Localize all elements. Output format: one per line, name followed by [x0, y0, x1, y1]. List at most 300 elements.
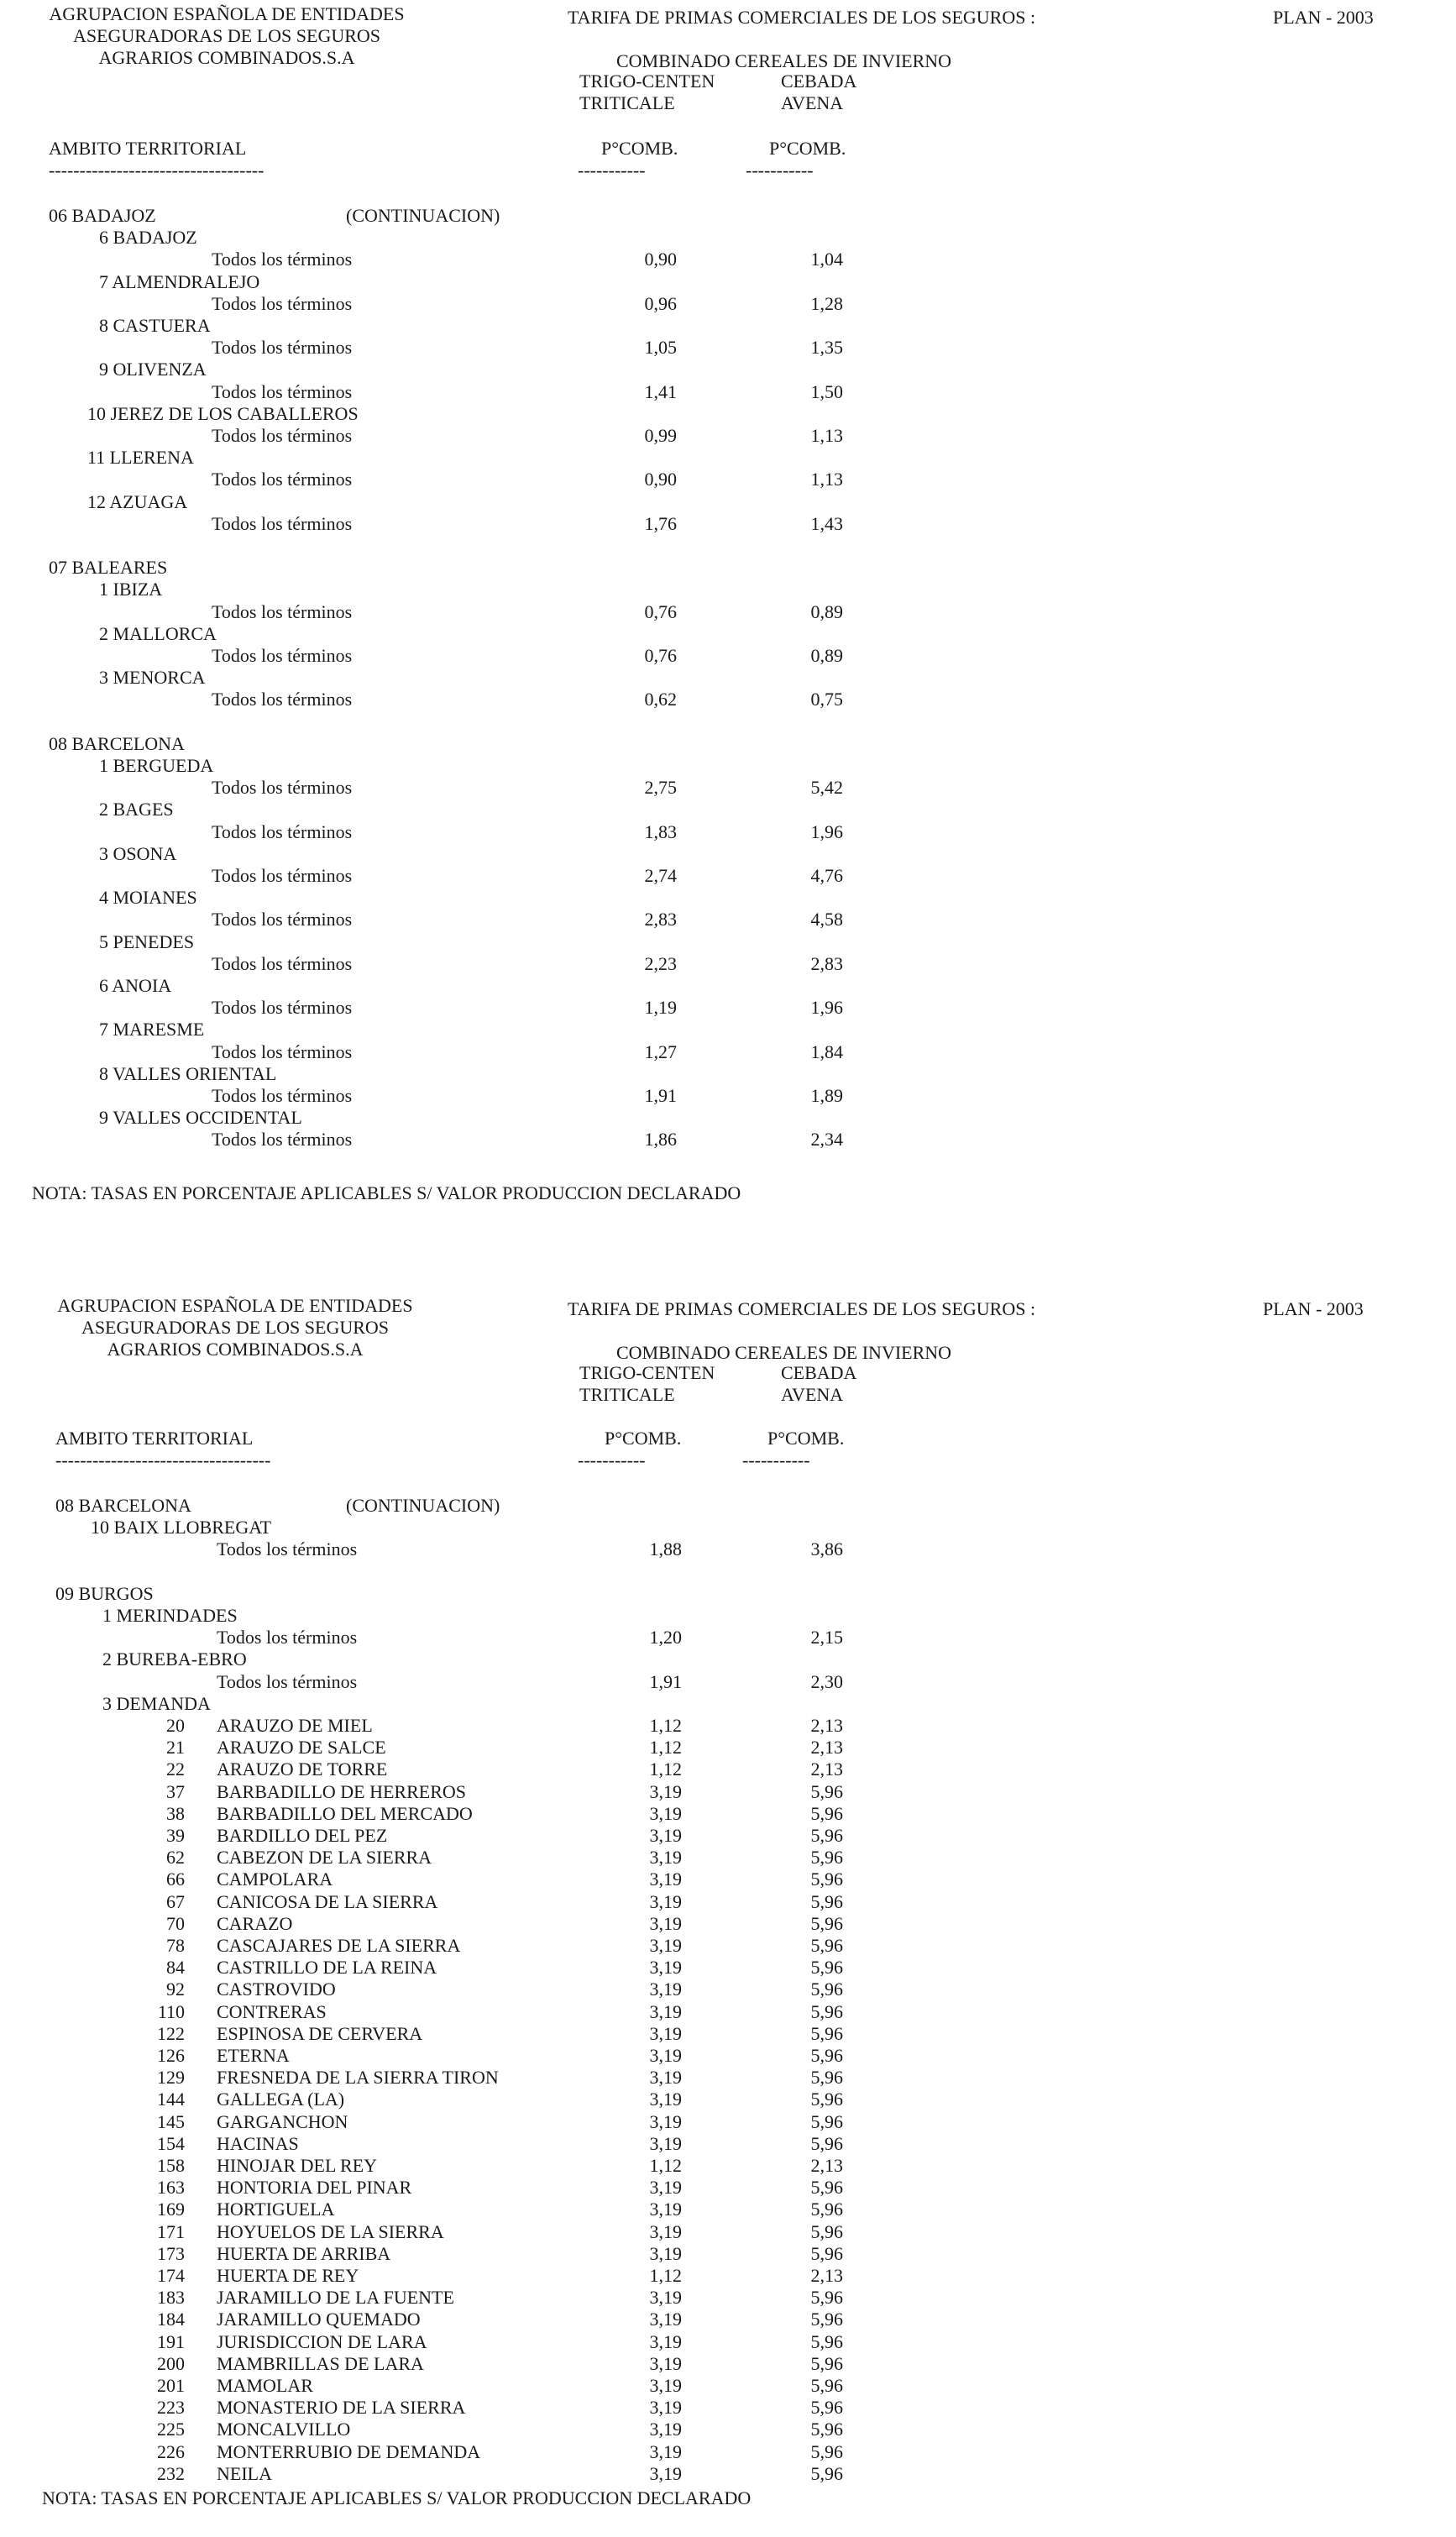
table-row — [0, 909, 1456, 930]
premium-cebada-avena: 5,96 — [810, 2132, 843, 2154]
terminos-label: Todos los términos — [217, 1538, 358, 1560]
province-name: 09 BURGOS — [55, 1582, 154, 1604]
table-row — [0, 2067, 1456, 2089]
municipio-name: ARAUZO DE SALCE — [217, 1737, 386, 1759]
municipio-name: MONCALVILLO — [217, 2419, 351, 2440]
premium-trigo-centeno: 3,19 — [649, 2132, 682, 2154]
table-row — [0, 997, 1456, 1019]
premium-trigo-centeno: 3,19 — [649, 2287, 682, 2309]
table-row — [0, 2177, 1456, 2199]
premium-cebada-avena: 5,96 — [810, 2000, 843, 2022]
comarca-name: 2 BUREBA-EBRO — [102, 1649, 247, 1670]
col2-crop-line1: CEBADA — [781, 1362, 857, 1383]
table-row — [0, 601, 1456, 623]
comarca-row — [0, 1063, 1456, 1085]
comarca-name: 6 ANOIA — [99, 975, 172, 996]
premium-cebada-avena: 5,42 — [810, 777, 843, 799]
municipio-code: 173 — [157, 2242, 185, 2264]
municipio-code: 163 — [157, 2177, 185, 2199]
table-row — [0, 2463, 1456, 2485]
premium-cebada-avena: 1,96 — [810, 820, 843, 842]
premium-cebada-avena: 5,96 — [810, 2462, 843, 2484]
premium-cebada-avena: 5,96 — [810, 1825, 843, 1846]
comarca-name: 7 MARESME — [99, 1019, 205, 1040]
municipio-name: HORTIGUELA — [217, 2199, 335, 2220]
municipio-name: HINOJAR DEL REY — [217, 2155, 378, 2176]
comarca-row — [0, 755, 1456, 777]
comarca-name: 2 BAGES — [99, 799, 174, 820]
municipio-code: 200 — [157, 2352, 185, 2374]
province-name: 07 BALEARES — [49, 557, 168, 579]
table-row — [0, 689, 1456, 710]
table-row — [0, 865, 1456, 887]
table-row — [0, 249, 1456, 270]
premium-trigo-centeno: 3,19 — [649, 1825, 682, 1846]
table-row — [0, 953, 1456, 975]
organization-header — [17, 1295, 453, 1360]
premium-trigo-centeno: 3,19 — [649, 2110, 682, 2132]
table-row — [0, 2243, 1456, 2265]
province-name: 08 BARCELONA — [49, 732, 185, 754]
table-row — [0, 2375, 1456, 2397]
terminos-label: Todos los términos — [212, 512, 353, 534]
comarca-name: 11 LLERENA — [87, 447, 194, 469]
premium-trigo-centeno: 3,19 — [649, 1957, 682, 1979]
comarca-row — [0, 491, 1456, 513]
premium-cebada-avena: 2,13 — [810, 1759, 843, 1780]
col1-crop-line2: TRITICALE — [579, 92, 675, 113]
premium-cebada-avena: 5,96 — [810, 2287, 843, 2309]
table-row — [0, 2089, 1456, 2110]
municipio-code: 191 — [157, 2330, 185, 2352]
table-row — [0, 1715, 1456, 1737]
terminos-label: Todos los términos — [212, 1129, 353, 1151]
table-row — [0, 1935, 1456, 1957]
municipio-code: 232 — [157, 2462, 185, 2484]
municipio-name: ETERNA — [217, 2045, 290, 2066]
premium-trigo-centeno: 1,19 — [644, 997, 677, 1019]
premium-cebada-avena: 5,96 — [810, 2067, 843, 2089]
table-row — [0, 2441, 1456, 2463]
municipio-code: 145 — [157, 2110, 185, 2132]
premium-trigo-centeno: 1,91 — [649, 1670, 682, 1692]
premium-cebada-avena: 5,96 — [810, 1890, 843, 1912]
table-row — [0, 1538, 1456, 1560]
tariff-title: TARIFA DE PRIMAS COMERCIALES DE LOS SEGUROS : — [568, 7, 1036, 28]
table-row — [0, 337, 1456, 359]
premium-trigo-centeno: 1,91 — [644, 1085, 677, 1106]
comarca-name: 12 AZUAGA — [87, 490, 188, 512]
comarca-row — [0, 975, 1456, 997]
premium-trigo-centeno: 3,19 — [649, 1802, 682, 1824]
comarca-row — [0, 887, 1456, 909]
terminos-label: Todos los términos — [212, 952, 353, 974]
premium-trigo-centeno: 1,12 — [649, 2265, 682, 2286]
premium-cebada-avena: 5,96 — [810, 2375, 843, 2396]
municipio-name: ARAUZO DE TORRE — [217, 1759, 388, 1780]
premium-trigo-centeno: 3,19 — [649, 1912, 682, 1934]
col1-crop-line2: TRITICALE — [579, 1384, 675, 1405]
premium-cebada-avena: 2,34 — [810, 1129, 843, 1151]
municipio-name: MAMOLAR — [217, 2375, 313, 2396]
org-name-line3: AGRARIOS COMBINADOS.S.A — [98, 47, 355, 68]
comarca-row — [0, 1693, 1456, 1715]
municipio-code: 225 — [157, 2419, 185, 2440]
premium-trigo-centeno: 2,75 — [644, 777, 677, 799]
table-row — [0, 1737, 1456, 1759]
municipio-name: ARAUZO DE MIEL — [217, 1715, 373, 1736]
comarca-row — [0, 667, 1456, 689]
terminos-label: Todos los términos — [212, 249, 353, 270]
municipio-code: 62 — [166, 1847, 185, 1869]
premium-cebada-avena: 1,50 — [810, 380, 843, 402]
plan-year: PLAN - 2003 — [1273, 7, 1374, 28]
municipio-name: MAMBRILLAS DE LARA — [217, 2352, 424, 2374]
premium-trigo-centeno: 3,19 — [649, 2397, 682, 2419]
premium-cebada-avena: 5,96 — [810, 2177, 843, 2199]
table-row — [0, 1627, 1456, 1649]
comarca-name: 3 OSONA — [99, 842, 177, 864]
premium-cebada-avena: 4,76 — [810, 865, 843, 886]
municipio-code: 92 — [166, 1979, 185, 2000]
footnote: NOTA: TASAS EN PORCENTAJE APLICABLES S/ VALOR PRODUCCION DECLARADO — [42, 2487, 752, 2508]
table-row — [0, 469, 1456, 490]
table-row — [0, 2353, 1456, 2375]
table-row — [0, 2419, 1456, 2440]
municipio-name: NEILA — [217, 2462, 272, 2484]
footnote: NOTA: TASAS EN PORCENTAJE APLICABLES S/ VALOR PRODUCCION DECLARADO — [32, 1182, 741, 1203]
municipio-name: HONTORIA DEL PINAR — [217, 2177, 412, 2199]
crop-group-title: COMBINADO CEREALES DE INVIERNO — [616, 1342, 952, 1363]
premium-trigo-centeno: 3,19 — [649, 2352, 682, 2374]
premium-trigo-centeno: 1,12 — [649, 1715, 682, 1736]
comarca-name: 7 ALMENDRALEJO — [99, 270, 260, 292]
municipio-name: CAMPOLARA — [217, 1869, 333, 1890]
premium-cebada-avena: 5,96 — [810, 2309, 843, 2330]
premium-cebada-avena: 0,75 — [810, 689, 843, 710]
crop-group-title: COMBINADO CEREALES DE INVIERNO — [616, 50, 952, 71]
municipio-code: 174 — [157, 2265, 185, 2286]
premium-cebada-avena: 5,96 — [810, 2397, 843, 2419]
premium-cebada-avena: 1,04 — [810, 249, 843, 270]
comarca-row — [0, 447, 1456, 469]
premium-cebada-avena: 5,96 — [810, 2352, 843, 2374]
table-row — [0, 2331, 1456, 2353]
premium-trigo-centeno: 3,19 — [649, 2067, 682, 2089]
table-row — [0, 1891, 1456, 1913]
premium-trigo-centeno: 1,76 — [644, 512, 677, 534]
municipio-code: 67 — [166, 1890, 185, 1912]
premium-trigo-centeno: 2,83 — [644, 909, 677, 930]
table-row — [0, 1803, 1456, 1825]
premium-cebada-avena: 5,96 — [810, 2089, 843, 2110]
municipio-name: HACINAS — [217, 2132, 299, 2154]
premium-trigo-centeno: 0,99 — [644, 425, 677, 446]
premium-trigo-centeno: 1,83 — [644, 820, 677, 842]
comarca-row — [0, 271, 1456, 293]
municipio-code: 39 — [166, 1825, 185, 1846]
org-name-line1: AGRUPACION ESPAÑOLA DE ENTIDADES — [49, 3, 405, 24]
comarca-name: 10 BAIX LLOBREGAT — [91, 1517, 272, 1538]
blank-row — [0, 1561, 1456, 1583]
municipio-code: 122 — [157, 2022, 185, 2044]
comarca-name: 6 BADAJOZ — [99, 227, 197, 249]
premium-trigo-centeno: 3,19 — [649, 1847, 682, 1869]
premium-cebada-avena: 5,96 — [810, 1935, 843, 1956]
org-name-line1: AGRUPACION ESPAÑOLA DE ENTIDADES — [57, 1295, 413, 1316]
premium-trigo-centeno: 1,12 — [649, 2155, 682, 2176]
premium-trigo-centeno: 0,76 — [644, 645, 677, 666]
comarca-row — [0, 403, 1456, 425]
premium-cebada-avena: 2,13 — [810, 1715, 843, 1736]
premium-cebada-avena: 1,35 — [810, 337, 843, 359]
premium-trigo-centeno: 0,62 — [644, 689, 677, 710]
premium-trigo-centeno: 1,20 — [649, 1627, 682, 1649]
province-row — [0, 557, 1456, 579]
comarca-name: 10 JEREZ DE LOS CABALLEROS — [87, 402, 359, 424]
municipio-code: 184 — [157, 2309, 185, 2330]
municipio-code: 110 — [157, 2000, 185, 2022]
premium-cebada-avena: 1,89 — [810, 1085, 843, 1106]
premium-cebada-avena: 5,96 — [810, 2045, 843, 2066]
province-name: 06 BADAJOZ — [49, 205, 156, 226]
municipio-name: JARAMILLO DE LA FUENTE — [217, 2287, 454, 2309]
province-row — [0, 1583, 1456, 1605]
table-row — [0, 1979, 1456, 2000]
terminos-label: Todos los términos — [212, 820, 353, 842]
premium-cebada-avena: 5,96 — [810, 1869, 843, 1890]
tariff-page-1 — [0, 0, 1456, 1243]
terminos-label: Todos los términos — [212, 1040, 353, 1062]
table-row — [0, 2155, 1456, 2177]
premium-trigo-centeno: 1,12 — [649, 1737, 682, 1759]
municipio-name: ESPINOSA DE CERVERA — [217, 2022, 423, 2044]
table-row — [0, 821, 1456, 843]
premium-trigo-centeno: 1,27 — [644, 1040, 677, 1062]
comarca-name: 9 OLIVENZA — [99, 359, 207, 380]
premium-trigo-centeno: 3,19 — [649, 2045, 682, 2066]
comarca-row — [0, 843, 1456, 865]
table-row — [0, 513, 1456, 535]
premium-trigo-centeno: 3,19 — [649, 2375, 682, 2396]
municipio-code: 37 — [166, 1780, 185, 1802]
col2-crop-line2: AVENA — [781, 92, 844, 113]
premium-cebada-avena: 5,96 — [810, 1780, 843, 1802]
premium-cebada-avena: 1,13 — [810, 469, 843, 490]
municipio-name: CARAZO — [217, 1912, 293, 1934]
municipio-code: 21 — [166, 1737, 185, 1759]
municipio-name: CANICOSA DE LA SIERRA — [217, 1890, 438, 1912]
province-name: 08 BARCELONA — [55, 1495, 191, 1516]
terminos-label: Todos los términos — [212, 865, 353, 886]
table-row — [0, 1041, 1456, 1063]
col2-heading: P°COMB. — [769, 138, 846, 159]
premium-trigo-centeno: 1,88 — [649, 1538, 682, 1560]
table-row — [0, 1129, 1456, 1151]
col2-rule: ----------- — [742, 1449, 810, 1470]
org-name-line2: ASEGURADORAS DE LOS SEGUROS — [72, 25, 381, 46]
terminos-label: Todos los términos — [212, 292, 353, 314]
municipio-code: 144 — [157, 2089, 185, 2110]
premium-trigo-centeno: 0,90 — [644, 469, 677, 490]
terminos-label: Todos los términos — [212, 909, 353, 930]
premium-trigo-centeno: 1,41 — [644, 380, 677, 402]
municipio-name: HUERTA DE REY — [217, 2265, 359, 2286]
comarca-row — [0, 931, 1456, 953]
comarca-name: 9 VALLES OCCIDENTAL — [99, 1107, 302, 1129]
premium-trigo-centeno: 3,19 — [649, 2309, 682, 2330]
municipio-code: 226 — [157, 2440, 185, 2462]
terminos-label: Todos los términos — [212, 645, 353, 666]
terminos-label: Todos los términos — [212, 600, 353, 622]
col2-heading: P°COMB. — [767, 1428, 845, 1449]
premium-cebada-avena: 1,43 — [810, 512, 843, 534]
comarca-row — [0, 227, 1456, 249]
comarca-row — [0, 799, 1456, 820]
table-row — [0, 1825, 1456, 1847]
premium-trigo-centeno: 2,23 — [644, 952, 677, 974]
col2-rule: ----------- — [746, 160, 814, 181]
table-row — [0, 2001, 1456, 2023]
premium-cebada-avena: 5,96 — [810, 2440, 843, 2462]
terminos-label: Todos los términos — [212, 380, 353, 402]
premium-trigo-centeno: 3,19 — [649, 1780, 682, 1802]
municipio-code: 154 — [157, 2132, 185, 2154]
org-name-line2: ASEGURADORAS DE LOS SEGUROS — [81, 1317, 390, 1338]
col1-heading: P°COMB. — [601, 138, 678, 159]
province-row — [0, 205, 1456, 227]
premium-trigo-centeno: 0,90 — [644, 249, 677, 270]
municipio-name: FRESNEDA DE LA SIERRA TIRON — [217, 2067, 499, 2089]
table-row — [0, 1759, 1456, 1780]
municipio-name: MONTERRUBIO DE DEMANDA — [217, 2440, 481, 2462]
municipio-code: 183 — [157, 2287, 185, 2309]
terminos-label: Todos los términos — [212, 689, 353, 710]
premium-trigo-centeno: 3,19 — [649, 1890, 682, 1912]
municipio-code: 129 — [157, 2067, 185, 2089]
premium-cebada-avena: 5,96 — [810, 2199, 843, 2220]
premium-cebada-avena: 5,96 — [810, 1802, 843, 1824]
comarca-name: 1 IBIZA — [99, 579, 163, 600]
comarca-name: 3 DEMANDA — [102, 1692, 211, 1714]
comarca-row — [0, 1649, 1456, 1670]
premium-trigo-centeno: 3,19 — [649, 2199, 682, 2220]
premium-trigo-centeno: 3,19 — [649, 2177, 682, 2199]
premium-cebada-avena: 4,58 — [810, 909, 843, 930]
terminos-label: Todos los términos — [212, 777, 353, 799]
table-row — [0, 2397, 1456, 2419]
table-row — [0, 2023, 1456, 2045]
premium-cebada-avena: 5,96 — [810, 1957, 843, 1979]
premium-trigo-centeno: 0,76 — [644, 600, 677, 622]
table-row — [0, 1847, 1456, 1869]
table-row — [0, 1869, 1456, 1890]
comarca-name: 1 MERINDADES — [102, 1605, 238, 1626]
premium-trigo-centeno: 3,19 — [649, 2462, 682, 2484]
premium-trigo-centeno: 3,19 — [649, 2089, 682, 2110]
ambito-rule: ----------------------------------- — [55, 1449, 271, 1470]
premium-trigo-centeno: 2,74 — [644, 865, 677, 886]
municipio-code: 201 — [157, 2375, 185, 2396]
municipio-name: MONASTERIO DE LA SIERRA — [217, 2397, 466, 2419]
municipio-name: BARBADILLO DE HERREROS — [217, 1780, 467, 1802]
premium-trigo-centeno: 1,05 — [644, 337, 677, 359]
comarca-name: 8 CASTUERA — [99, 315, 211, 336]
table-row — [0, 425, 1456, 447]
comarca-row — [0, 1107, 1456, 1129]
premium-cebada-avena: 2,13 — [810, 1737, 843, 1759]
municipio-name: HOYUELOS DE LA SIERRA — [217, 2220, 444, 2242]
municipio-code: 38 — [166, 1802, 185, 1824]
municipio-name: CABEZON DE LA SIERRA — [217, 1847, 432, 1869]
municipio-name: CASTROVIDO — [217, 1979, 336, 2000]
table-row — [0, 2221, 1456, 2243]
table-row — [0, 293, 1456, 315]
col2-crop-line1: CEBADA — [781, 71, 857, 92]
municipio-code: 126 — [157, 2045, 185, 2066]
continuation-label: (CONTINUACION) — [346, 205, 500, 226]
org-name-line3: AGRARIOS COMBINADOS.S.A — [107, 1339, 364, 1360]
premium-cebada-avena: 1,13 — [810, 425, 843, 446]
premium-trigo-centeno: 3,19 — [649, 1979, 682, 2000]
col1-heading: P°COMB. — [605, 1428, 682, 1449]
comarca-name: 1 BERGUEDA — [99, 755, 214, 776]
terminos-label: Todos los términos — [212, 469, 353, 490]
premium-trigo-centeno: 3,19 — [649, 2330, 682, 2352]
col1-rule: ----------- — [578, 1449, 646, 1470]
municipio-code: 66 — [166, 1869, 185, 1890]
col1-crop-line1: TRIGO-CENTEN — [579, 1362, 715, 1383]
premium-cebada-avena: 5,96 — [810, 2419, 843, 2440]
municipio-name: JARAMILLO QUEMADO — [217, 2309, 421, 2330]
municipio-name: JURISDICCION DE LARA — [217, 2330, 427, 2352]
terminos-label: Todos los términos — [212, 337, 353, 359]
continuation-label: (CONTINUACION) — [346, 1495, 500, 1516]
municipio-name: GARGANCHON — [217, 2110, 348, 2132]
premium-trigo-centeno: 3,19 — [649, 2440, 682, 2462]
ambito-heading: AMBITO TERRITORIAL — [55, 1428, 254, 1449]
table-row — [0, 381, 1456, 403]
plan-year: PLAN - 2003 — [1263, 1298, 1364, 1319]
table-row — [0, 2045, 1456, 2067]
comarca-row — [0, 623, 1456, 645]
premium-cebada-avena: 1,84 — [810, 1040, 843, 1062]
premium-cebada-avena: 1,28 — [810, 292, 843, 314]
premium-cebada-avena: 5,96 — [810, 2330, 843, 2352]
premium-trigo-centeno: 3,19 — [649, 1935, 682, 1956]
municipio-code: 169 — [157, 2199, 185, 2220]
tariff-title: TARIFA DE PRIMAS COMERCIALES DE LOS SEGUROS : — [568, 1298, 1036, 1319]
premium-cebada-avena: 2,13 — [810, 2265, 843, 2286]
table-row — [0, 2287, 1456, 2309]
table-row — [0, 777, 1456, 799]
municipio-code: 171 — [157, 2220, 185, 2242]
table-row — [0, 1913, 1456, 1935]
comarca-row — [0, 359, 1456, 380]
premium-cebada-avena: 2,83 — [810, 952, 843, 974]
comarca-name: 8 VALLES ORIENTAL — [99, 1062, 277, 1084]
comarca-row — [0, 315, 1456, 337]
premium-trigo-centeno: 3,19 — [649, 2220, 682, 2242]
province-row — [0, 1495, 1456, 1517]
table-row — [0, 1671, 1456, 1693]
municipio-name: BARBADILLO DEL MERCADO — [217, 1802, 473, 1824]
table-row — [0, 1781, 1456, 1803]
tariff-page-2 — [0, 1275, 1456, 2518]
premium-trigo-centeno: 1,12 — [649, 1759, 682, 1780]
comarca-row — [0, 579, 1456, 600]
premium-cebada-avena: 5,96 — [810, 1847, 843, 1869]
